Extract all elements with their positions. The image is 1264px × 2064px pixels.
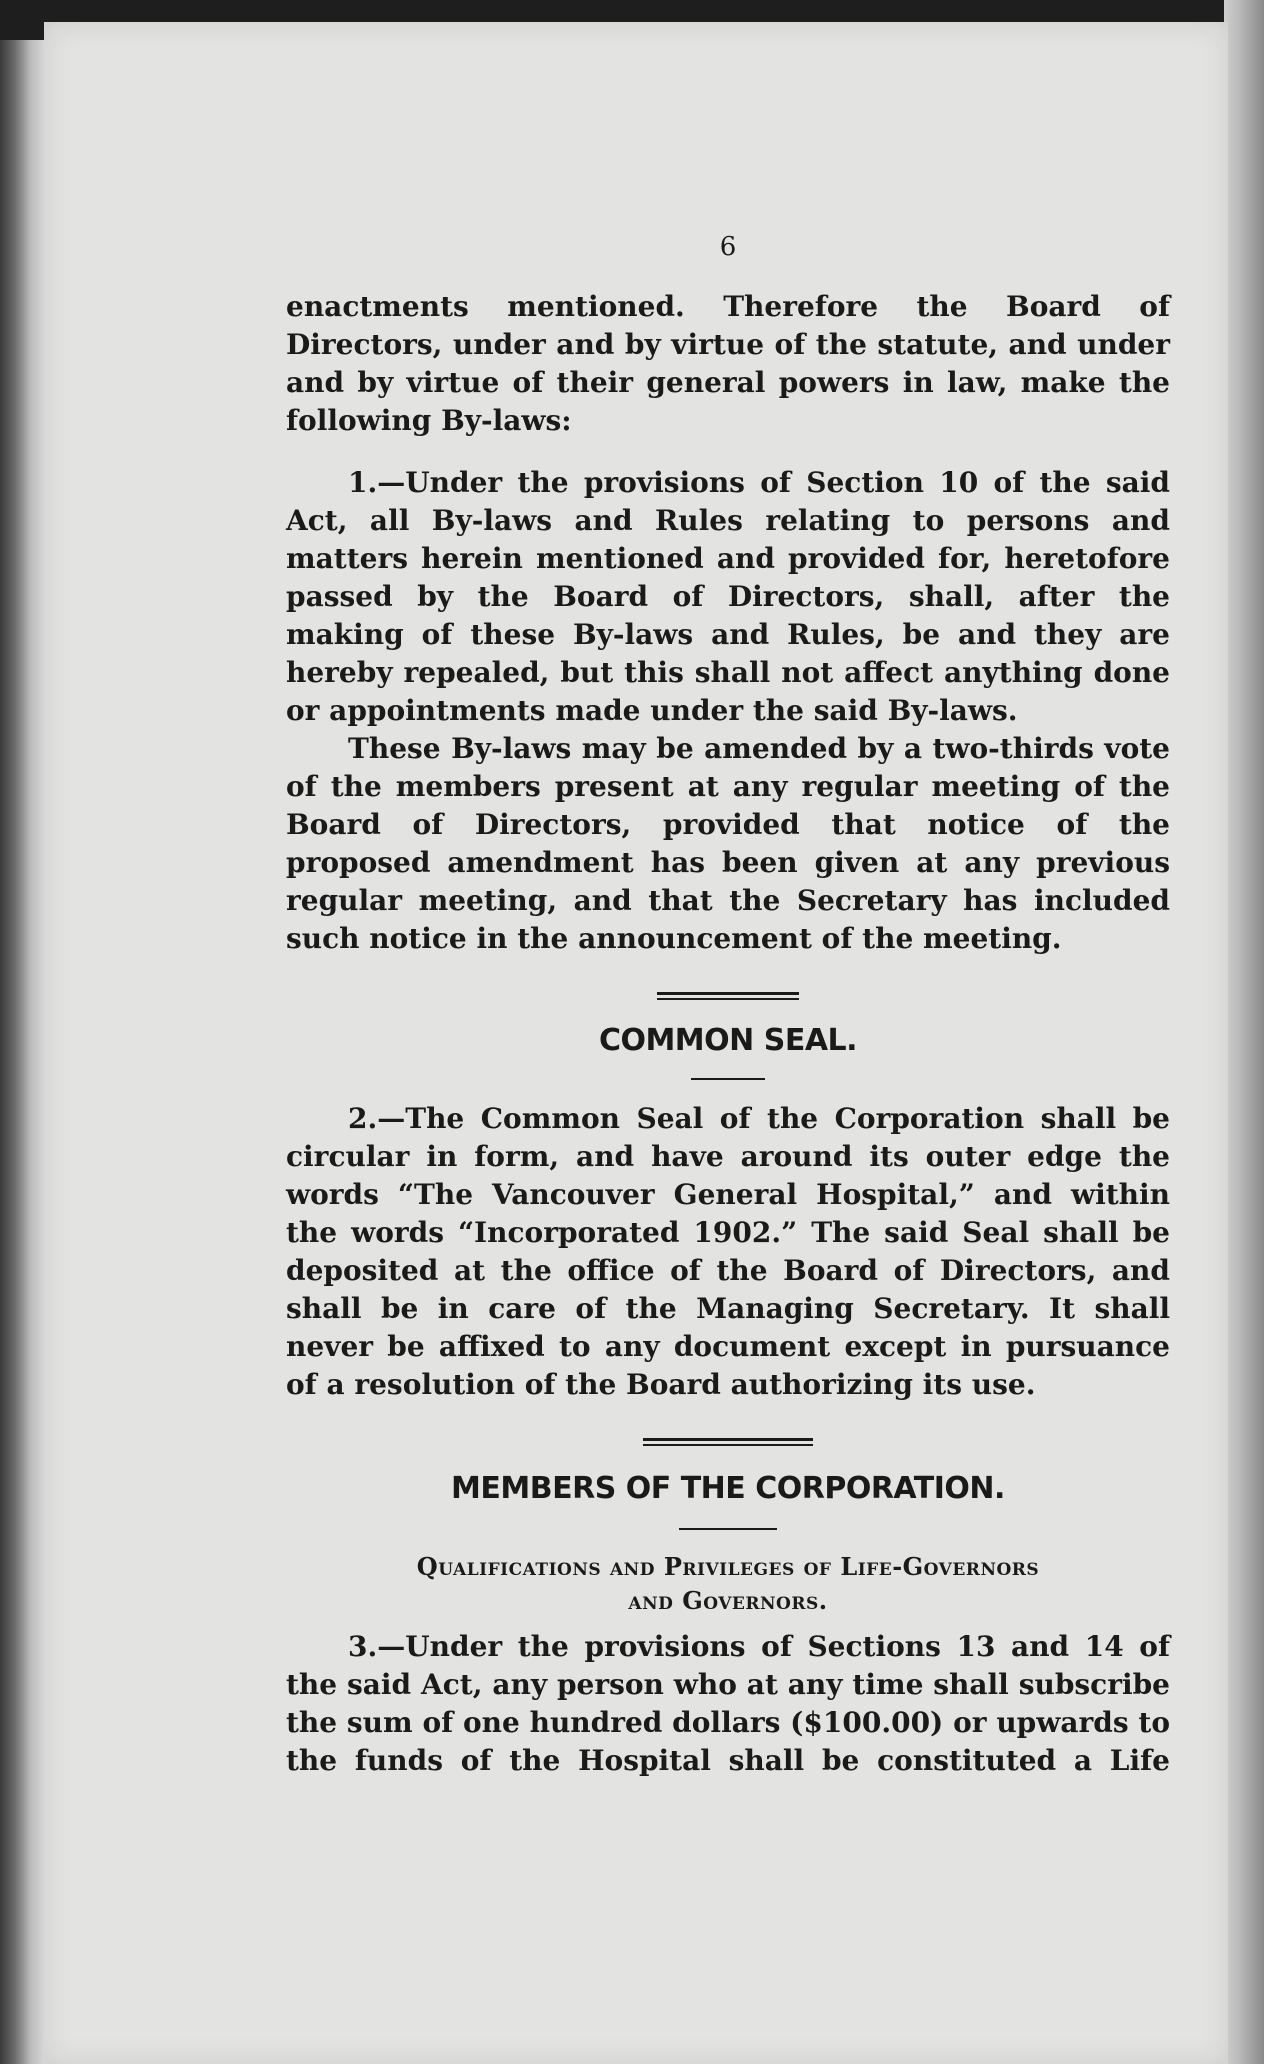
document-page <box>44 22 1228 2064</box>
section-divider <box>643 1438 813 1446</box>
qualifications-subheading <box>286 1550 1170 1618</box>
binding-edge <box>0 40 44 2064</box>
common-seal-heading: COMMON SEAL. <box>598 1023 858 1058</box>
subheading-line-2: and Governors. <box>628 1586 828 1615</box>
section-divider <box>657 992 799 1000</box>
bylaw-2-paragraph: 2.—The Common Seal of the Corporation shall be circular in form, and have around its outer edge the words “The Vancouver General Hospital,” and within the words “Incorporated 1902.” The said Seal shall be deposited at the office of the Board of Directors, and shall be in care of the Managing Secretary. It shall never be affixed to any document except in pursuance of a resolution of the Board authorizing its use. <box>286 1102 1170 1401</box>
page-content <box>286 228 1170 1780</box>
intro-paragraph: enactments mentioned. Therefore the Board of Directors, under and by virtue of the statute, and under and by virtue of their general powers in law, make the following By-laws: <box>286 290 1170 437</box>
amendment-paragraph: These By-laws may be amended by a two-thirds vote of the members present at any regular meeting of the Board of Directors, provided that notice of the proposed amendment has been given at any previous regular meeting, and that the Secretary has included such notice in the announcement of the meeting. <box>286 732 1170 955</box>
members-heading: MEMBERS OF THE CORPORATION. <box>451 1471 1005 1506</box>
subheading-line-1: Qualifications and Privileges of Life-Governors <box>416 1552 1040 1581</box>
bylaw-3-paragraph: 3.—Under the provisions of Sections 13 and 14 of the said Act, any person who at any time shall subscribe the sum of one hundred dollars ($100.00) or upwards to the funds of the Hospital shall be constituted a Life <box>286 1630 1170 1777</box>
bylaw-1-paragraph: 1.—Under the provisions of Section 10 of the said Act, all By-laws and Rules relating to persons and matters herein mentioned and provided for, heretofore passed by the Board of Directors, shall, after the making of these By-laws and Rules, be and they are hereby repealed, but this shall not affect anything done or appointments made under the said By-laws. <box>286 466 1170 727</box>
page-number: 6 <box>719 232 737 262</box>
page-edge <box>1224 0 1264 2064</box>
